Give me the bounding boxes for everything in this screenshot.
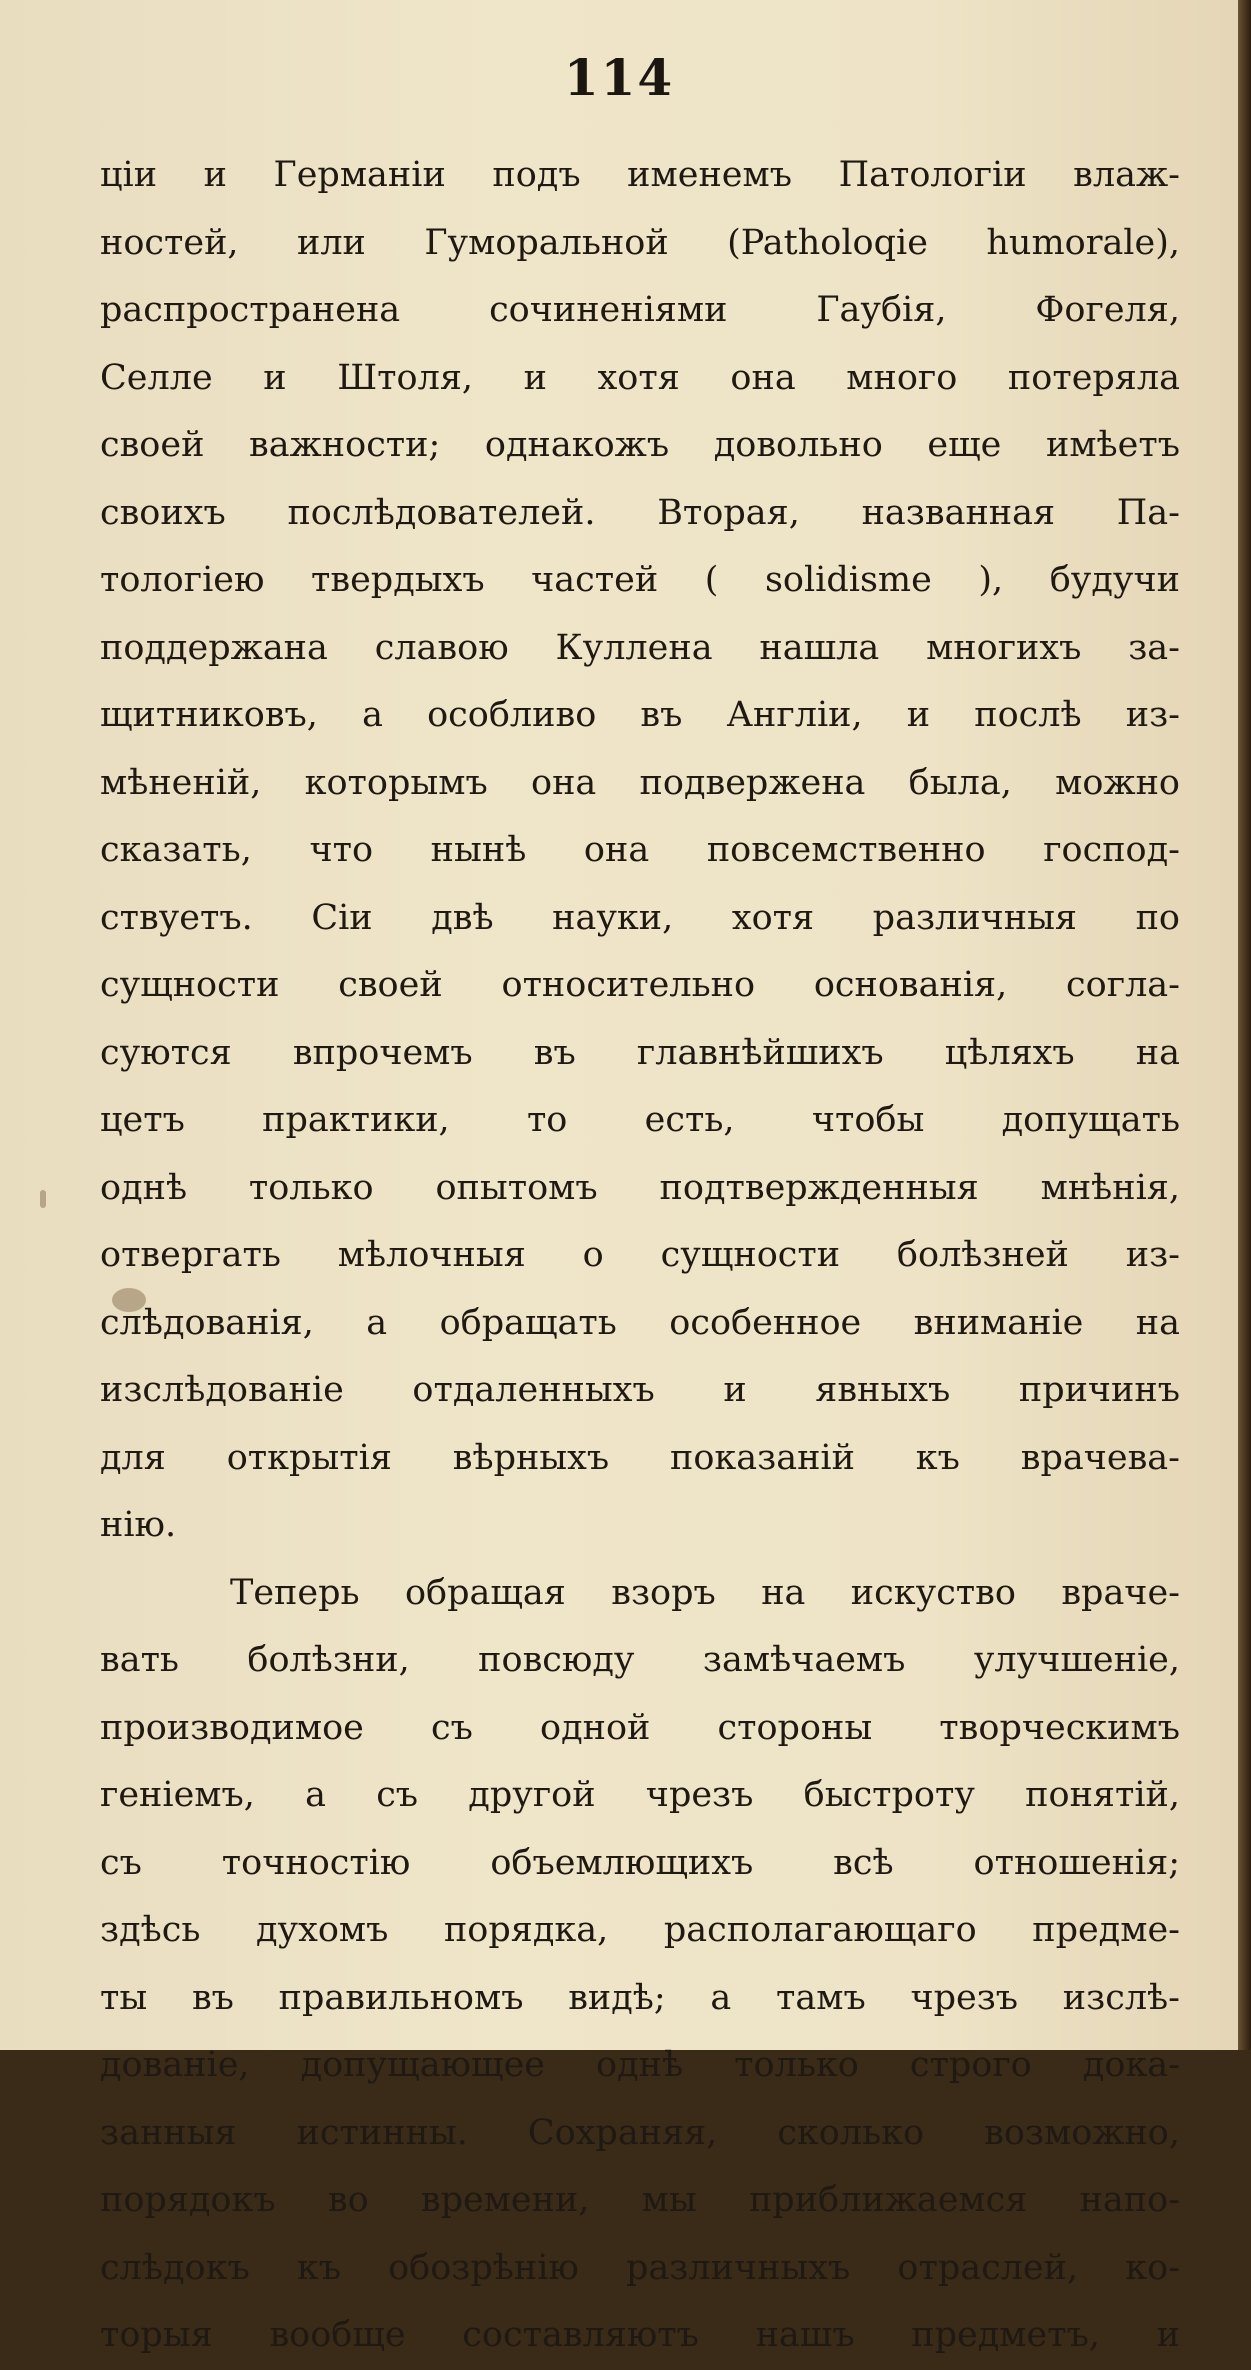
text-line: геніемъ, а съ другой чрезъ быстроту понятій, [100,1775,1180,1815]
text-line: изслѣдованіе отдаленныхъ и явныхъ причинъ [100,1370,1180,1410]
text-line: отвергать мѣлочныя о сущности болѣзней из- [100,1235,1180,1275]
text-line: порядокъ во времени, мы приближаемся напо- [100,2180,1180,2220]
text-line: цетъ практики, то есть, чтобы допущать [100,1100,1180,1140]
text-line: однѣ только опытомъ подтвержденныя мнѣнія, [100,1167,1180,1208]
text-line: съ точностію объемлющихъ всѣ отношенія; [100,1842,1180,1883]
text-line: своей важности; однакожъ довольно еще имѣетъ [100,425,1180,465]
text-line: ствуетъ. Сіи двѣ науки, хотя различныя по [100,897,1180,938]
paragraph-start-line: Теперь обращая взоръ на искуство враче- [230,1572,1180,1613]
text-line: слѣдованія, а обращать особенное вниманіе на [100,1302,1180,1343]
text-line: сказать, что нынѣ она повсемственно господ- [100,830,1180,870]
text-line: здѣсь духомъ порядка, располагающаго предме- [100,1910,1180,1950]
text-line: поддержана славою Куллена нашла многихъ за- [100,627,1180,668]
page-number: 114 [563,48,675,107]
text-line: дованіе, допущающее однѣ только строго дока- [100,2045,1180,2085]
text-line: торыя вообще составляютъ нашъ предметъ, и [100,2315,1180,2355]
paragraph-end-line: нію. [100,1505,177,1545]
ink-stain [112,1288,146,1312]
text-line: щитниковъ, а особливо въ Англіи, и послѣ из- [100,695,1180,735]
text-line: слѣдокъ къ обозрѣнію различныхъ отраслей, ко- [100,2247,1180,2288]
text-line: распространена сочиненіями Гаубія, Фогеля, [100,290,1180,330]
ink-stain [40,1190,46,1208]
text-line: сущности своей относительно основанія, согла- [100,965,1180,1005]
text-line: производимое съ одной стороны творческимъ [100,1707,1180,1748]
text-line: своихъ послѣдователей. Вторая, названная Па- [100,492,1180,533]
text-line: тологіею твердыхъ частей ( solidisme ), будучи [100,560,1180,600]
text-line: занныя истинны. Сохраняя, сколько возможно, [100,2112,1180,2153]
text-line: для открытія вѣрныхъ показаній къ врачева- [100,1437,1180,1478]
text-line: вать болѣзни, повсюду замѣчаемъ улучшеніе, [100,1640,1180,1680]
text-line: ностей, или Гуморальной (Patholoqie humorale), [100,222,1180,263]
page-edge [1238,0,1251,2050]
text-line: мѣненій, которымъ она подвержена была, можно [100,762,1180,803]
body-text [100,142,1180,2370]
text-line: Селле и Штоля, и хотя она много потеряла [100,357,1180,398]
text-line: ціи и Германіи подъ именемъ Патологіи влаж- [100,155,1180,195]
text-line: ты въ правильномъ видѣ; а тамъ чрезъ изслѣ- [100,1977,1180,2018]
text-line: суются впрочемъ въ главнѣйшихъ цѣляхъ на [100,1032,1180,1073]
